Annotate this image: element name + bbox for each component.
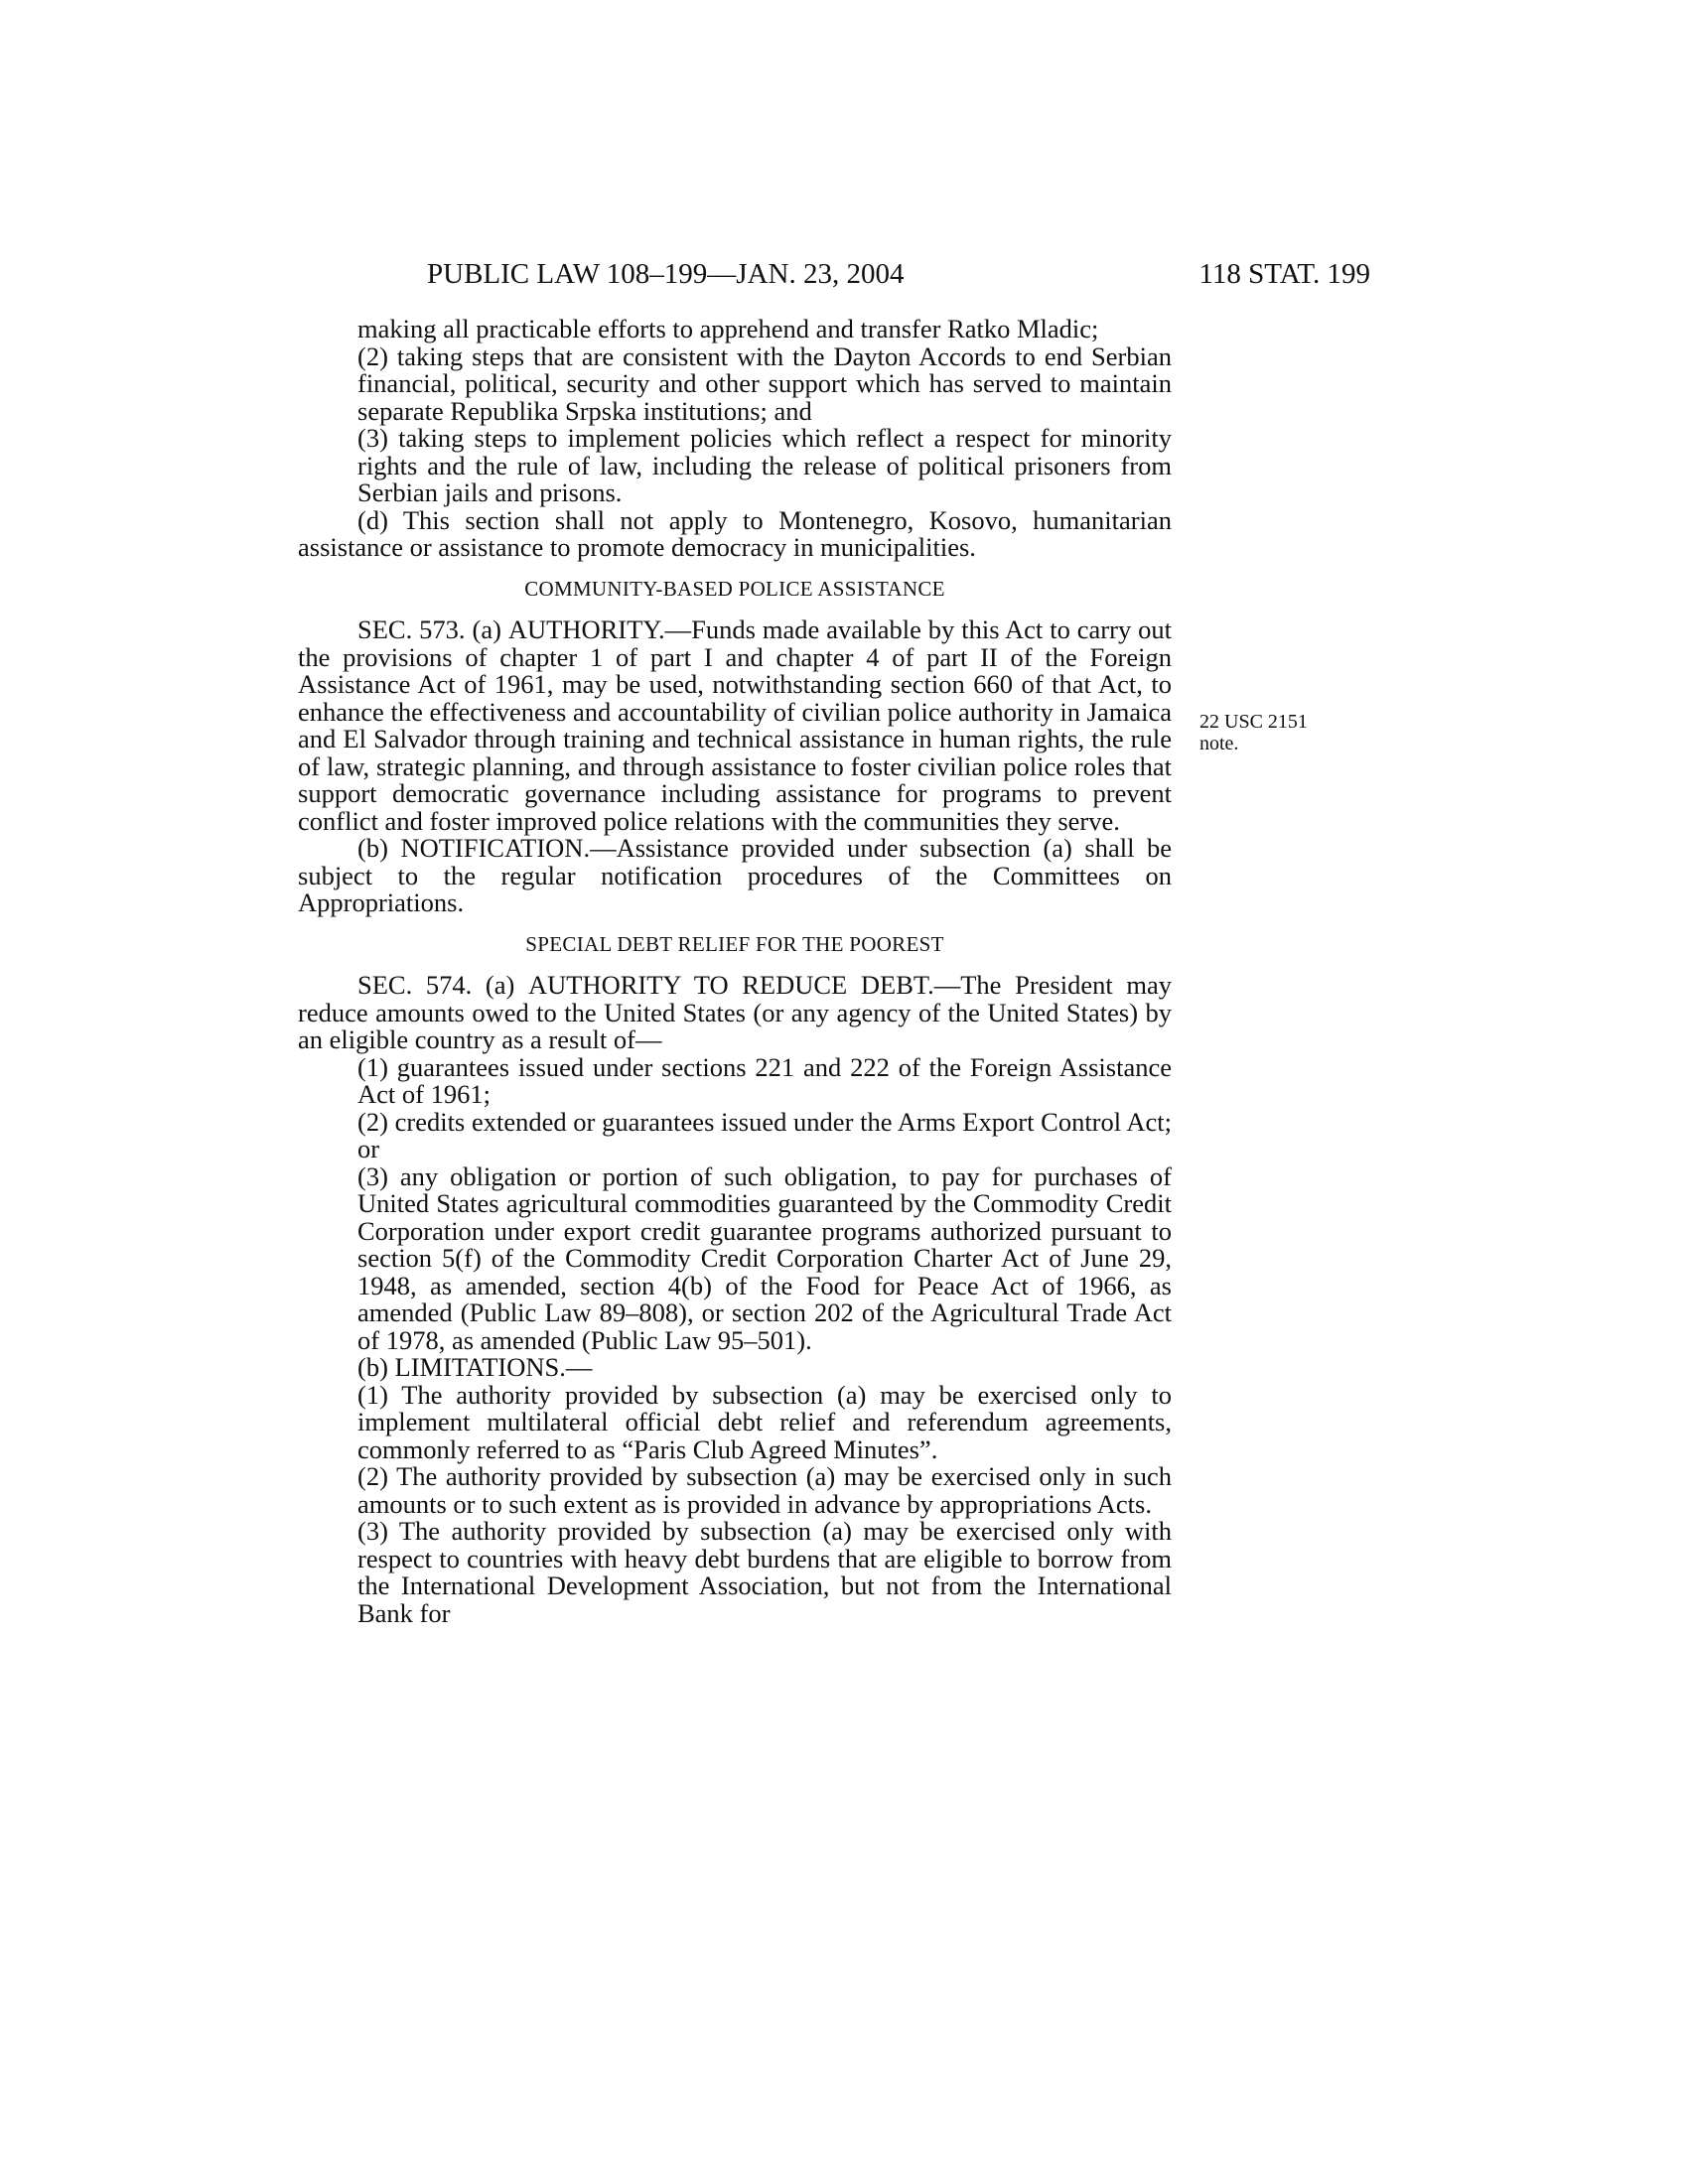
margin-citation-note: 22 USC 2151 note. <box>1199 711 1308 754</box>
public-law-title: PUBLIC LAW 108–199—JAN. 23, 2004 <box>427 258 905 290</box>
section-574-b-3: (3) The authority provided by subsection (a) may be exercised only with respect to countries with heavy debt burdens that are eligible to borrow from the International Development Association, but not from the International Bank for <box>357 1516 1172 1628</box>
paragraph-subsection-d: (d) This section shall not apply to Montenegro, Kosovo, humanitarian assistance or assistance to promote democracy in municipalities. <box>298 504 1172 562</box>
section-574-a-1: (1) guarantees issued under sections 221 and 222 of the Foreign Assistance Act of 1961; <box>357 1051 1172 1109</box>
section-574-b-2: (2) The authority provided by subsection (a) may be exercised only in such amounts or to such extent as is provided in advance by appropriations Acts. <box>357 1461 1172 1519</box>
document-body <box>298 316 1172 1627</box>
paragraph-item-3: (3) taking steps to implement policies which reflect a respect for minority rights and the rule of law, including the release of political prisoners from Serbian jails and prisons. <box>357 423 1172 507</box>
page-header <box>427 256 1370 292</box>
section-574-b: (b) LIMITATIONS.— <box>357 1352 593 1382</box>
section-574-b-1: (1) The authority provided by subsection (a) may be exercised only to implement multilateral official debt relief and referendum agreements, commonly referred to as “Paris Club Agreed Minutes”. <box>357 1379 1172 1464</box>
section-573-b: (b) NOTIFICATION.—Assistance provided under subsection (a) shall be subject to the regular notification procedures of the Committees on Appropriations. <box>298 833 1172 917</box>
section-573-a: SEC. 573. (a) AUTHORITY.—Funds made available by this Act to carry out the provisions of chapter 1 of part I and chapter 4 of part II of the Foreign Assistance Act of 1961, may be used, notwithstanding section 660 of that Act, to enhance the effectiveness and accountability of civilian police authority in Jamaica and El Salvador through training and technical assistance in human rights, the rule of law, strategic planning, and through assistance to foster civilian police roles that support democratic governance including assistance for programs to prevent conflict and foster improved police relations with the communities they serve. <box>298 614 1173 836</box>
statute-page-number: 118 STAT. 199 <box>1198 258 1370 290</box>
section-574-a-2: (2) credits extended or guarantees issued under the Arms Export Control Act; or <box>357 1106 1172 1163</box>
section-573-heading: COMMUNITY-BASED POLICE ASSISTANCE <box>524 576 945 601</box>
section-574-a-3: (3) any obligation or portion of such obligation, to pay for purchases of United States agricultural commodities guaranteed by the Commodity Credit Corporation under export credit guarantee programs authorized pursuant to section 5(f) of the Commodity Credit Corporation Charter Act of June 29, 1948, as amended, section 4(b) of the Food for Peace Act of 1966, as amended (Public Law 89–808), or section 202 of the Agricultural Trade Act of 1978, as amended (Public Law 95–501). <box>357 1160 1172 1355</box>
section-574-heading: SPECIAL DEBT RELIEF FOR THE POOREST <box>525 931 944 956</box>
paragraph-continuation: making all practicable efforts to apprehend and transfer Ratko Mladic; <box>357 314 1099 343</box>
section-574-a: SEC. 574. (a) AUTHORITY TO REDUCE DEBT.—The President may reduce amounts owed to the United States (or any agency of the United States) by an eligible country as a result of— <box>298 970 1173 1054</box>
paragraph-item-2: (2) taking steps that are consistent with the Dayton Accords to end Serbian financial, political, security and other support which has served to maintain separate Republika Srpska institutions; and <box>357 341 1172 426</box>
